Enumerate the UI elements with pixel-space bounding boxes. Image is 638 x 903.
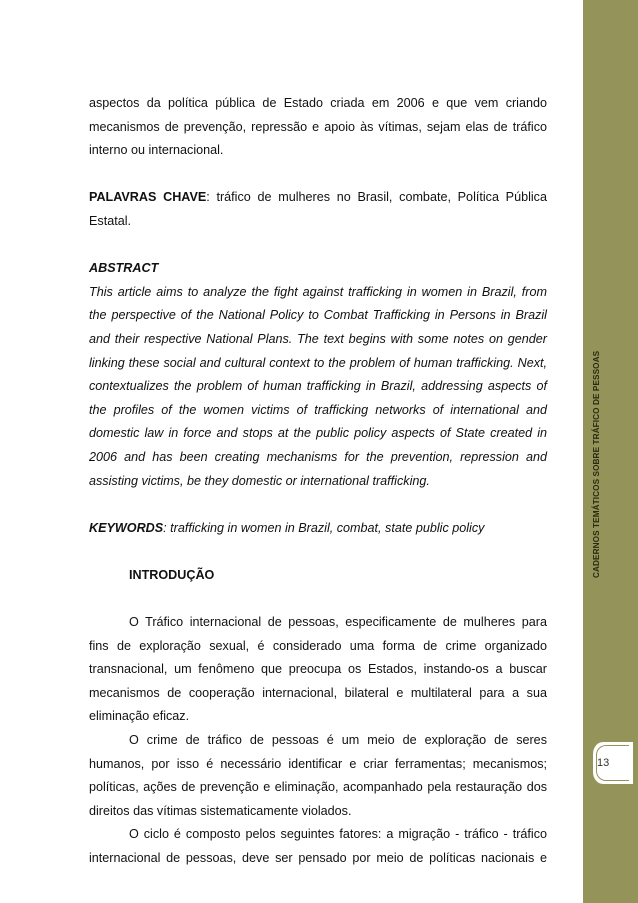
text-line — [89, 517, 547, 541]
text-line: 2006 and has been creating mechanisms for the prevention, repression and — [89, 449, 547, 464]
section-heading: INTRODUÇÃO — [129, 567, 215, 582]
text-line: fins de exploração sexual, é considerado uma forma de crime organizado — [89, 638, 547, 653]
keywords-text: : trafficking in women in Brazil, combat, state public policy — [163, 520, 485, 535]
palavras-chave-label: PALAVRAS CHAVE — [89, 190, 207, 205]
text-line: O ciclo é composto pelos seguintes fatores: a migração - tráfico - tráfico — [129, 827, 547, 842]
text-line: internacional de pessoas, deve ser pensado por meio de políticas nacionais e — [89, 851, 547, 865]
document-body — [89, 92, 547, 871]
intro-heading-block — [89, 564, 547, 588]
keywords-label: KEYWORDS — [89, 520, 164, 535]
text-line: mecanismos de prevenção, repressão e apoio às vítimas, sejam elas de tráfico — [89, 119, 547, 134]
intro-paragraph-2 — [89, 729, 547, 823]
text-line: mecanismos de cooperação internacional, bilateral e multilateral para a sua — [89, 685, 547, 700]
text-line: the profiles of the women victims of trafficking networks of international and — [89, 402, 547, 417]
abstract-heading: ABSTRACT — [89, 261, 159, 276]
abstract-section — [89, 257, 547, 493]
intro-paragraph-1 — [89, 611, 547, 729]
text-line — [89, 186, 547, 210]
text-line: the perspective of the National Policy to Combat Trafficking in Persons in Brazil — [89, 308, 547, 323]
page-number: 13 — [597, 757, 610, 769]
text-line: aspectos da política pública de Estado criada em 2006 e que vem criando — [89, 96, 547, 110]
text-line: políticas, ações de prevenção e eliminação, acompanhado pela restauração dos — [89, 780, 547, 795]
text-line: assisting victims, be they domestic or international trafficking. — [89, 473, 430, 488]
keywords — [89, 517, 547, 541]
intro-paragraph-3 — [89, 823, 547, 870]
palavras-chave-text: : tráfico de mulheres no Brasil, combate, Política Pública — [206, 190, 547, 205]
paragraph-resumo-end — [89, 92, 547, 163]
text-line: O crime de tráfico de pessoas é um meio de exploração de seres — [129, 733, 547, 748]
text-line: Estatal. — [89, 213, 131, 228]
text-line: humanos, por isso é necessário identificar e criar ferramentas; mecanismos; — [89, 756, 547, 771]
text-line: O Tráfico internacional de pessoas, especificamente de mulheres para — [129, 615, 547, 630]
text-line: linking these social and cultural context to the problem of human trafficking. Next, — [89, 355, 547, 370]
text-line: direitos das vítimas sistematicamente violados. — [89, 803, 352, 818]
text-line: interno ou internacional. — [89, 143, 224, 158]
text-line: transnacional, um fenômeno que preocupa os Estados, instando-os a buscar — [89, 662, 547, 677]
series-title-vertical: CADERNOS TEMÁTICOS SOBRE TRÁFICO DE PESSOAS — [592, 350, 601, 578]
text-line: contextualizes the problem of human trafficking in Brazil, addressing aspects of — [89, 379, 547, 394]
text-line: and their respective National Plans. The text begins with some notes on gender — [89, 331, 547, 346]
text-line: This article aims to analyze the fight against trafficking in women in Brazil, from — [89, 284, 547, 299]
text-line: eliminação eficaz. — [89, 709, 190, 724]
text-line: domestic law in force and stops at the public policy aspects of State created in — [89, 426, 547, 441]
palavras-chave — [89, 186, 547, 233]
